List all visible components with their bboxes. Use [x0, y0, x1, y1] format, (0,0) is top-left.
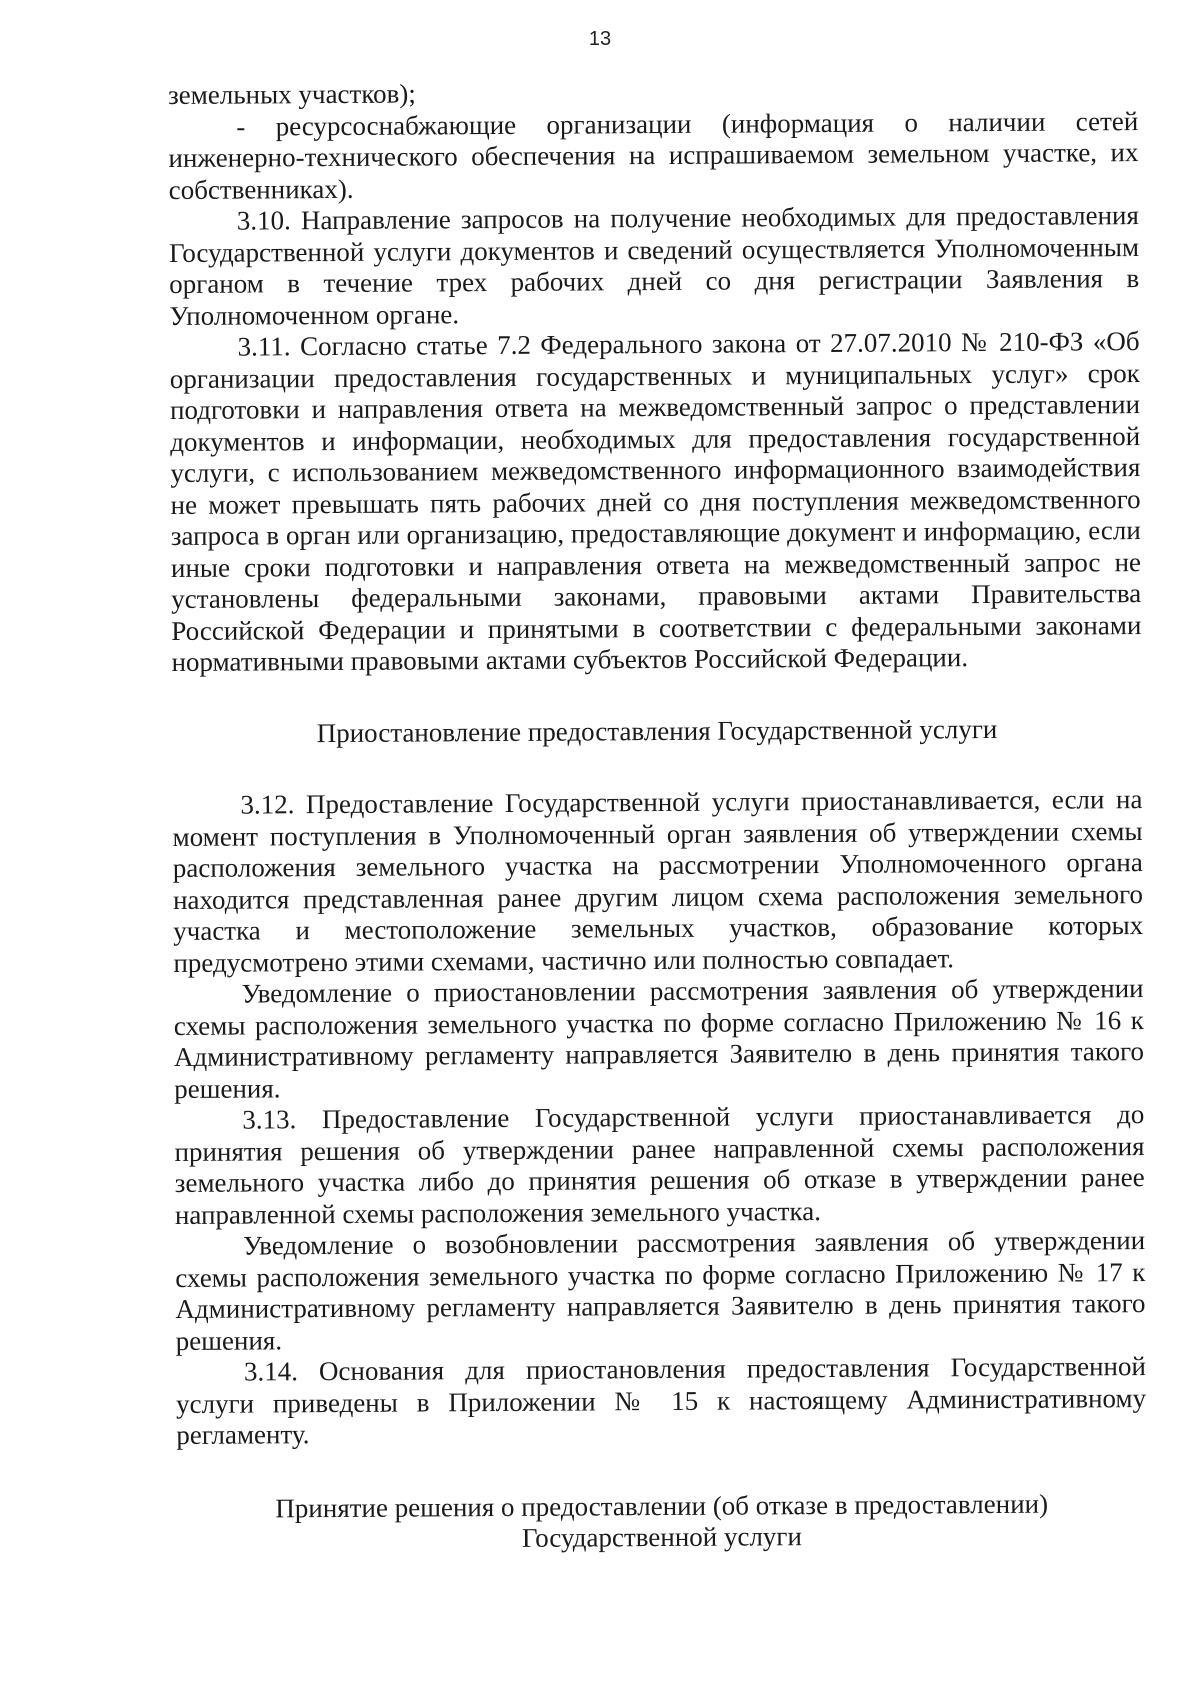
section-heading-suspension: Приостановление предоставления Государственной услуги	[316, 713, 998, 748]
paragraph-3-14: 3.14. Основания для приостановления предоставления Государственной услуги приведены в Приложении № 15 к настоящему Административному регламенту.	[175, 1351, 1147, 1450]
paragraph-3-12: 3.12. Предоставление Государственной услуги приостанавливается, если на момент поступления в Уполномоченный орган заявления об утверждении схемы расположения земельного участка на рассмотрении Уполномоченного органа находится представленная ранее другим лицом схема расположения земельного участка и местоположение земельных участков, образование которых предусмотрено этими схемами, частично или полностью совпадает.	[172, 784, 1144, 978]
document-body	[168, 74, 1147, 1556]
paragraph-resource-organizations: - ресурсоснабжающие организации (информация о наличии сетей инженерно-технического обеспечения на испрашиваемом земельном участке, их собственниках).	[168, 105, 1139, 205]
paragraph-3-13: 3.13. Предоставление Государственной услуги приостанавливается до принятия решения об утверждении ранее направленной схемы расположения земельного участка либо до принятия решения об отказе в утверждении ранее направленной схемы расположения земельного участка.	[174, 1099, 1145, 1230]
paragraph-continuation: земельных участков);	[168, 78, 416, 110]
paragraph-3-10: 3.10. Направление запросов на получение необходимых для предоставления Государственной услуги документов и сведений осуществляется Уполномоченным органом в течение трех рабочих дней со дня регистрации Заявления в Уполномоченном органе.	[168, 200, 1140, 331]
section-heading-decision-line-2: Государственной услуги	[521, 1521, 802, 1553]
section-heading-decision-line-1: Принятие решения о предоставлении (об отказе в предоставлении)	[275, 1488, 1049, 1523]
paragraph-suspension-notice: Уведомление о приостановлении рассмотрения заявления об утверждении схемы расположения земельного участка по форме согласно Приложению № 16 к Административному регламенту направляется Заявителю в день принятия такого решения.	[173, 973, 1145, 1104]
page-number: 13	[588, 28, 612, 50]
section-heading-decision	[177, 1488, 1147, 1557]
paragraph-3-11: 3.11. Согласно статье 7.2 Федерального закона от 27.07.2010 № 210-ФЗ «Об организации предоставления государственных и муниципальных услуг» срок подготовки и направления ответа на межведомственный запрос о представлении документов и информации, необходимых для предоставления государственной услуги, с использованием межведомственного информационного взаимодействия не может превышать пять рабочих дней со дня поступления межведомственного запроса в орган или организацию, предоставляющие документ и информацию, если иные сроки подготовки и направления ответа на межведомственный запрос не установлены федеральными законами, правовыми актами Правительства Российской Федерации и принятыми в соответствии с федеральными законами нормативными правовыми актами субъектов Российской Федерации.	[169, 326, 1142, 677]
paragraph-resumption-notice: Уведомление о возобновлении рассмотрения заявления об утверждении схемы расположения земельного участка по форме согласно Приложению № 17 к Административному регламенту направляется Заявителю в день принятия такого решения.	[175, 1225, 1146, 1356]
